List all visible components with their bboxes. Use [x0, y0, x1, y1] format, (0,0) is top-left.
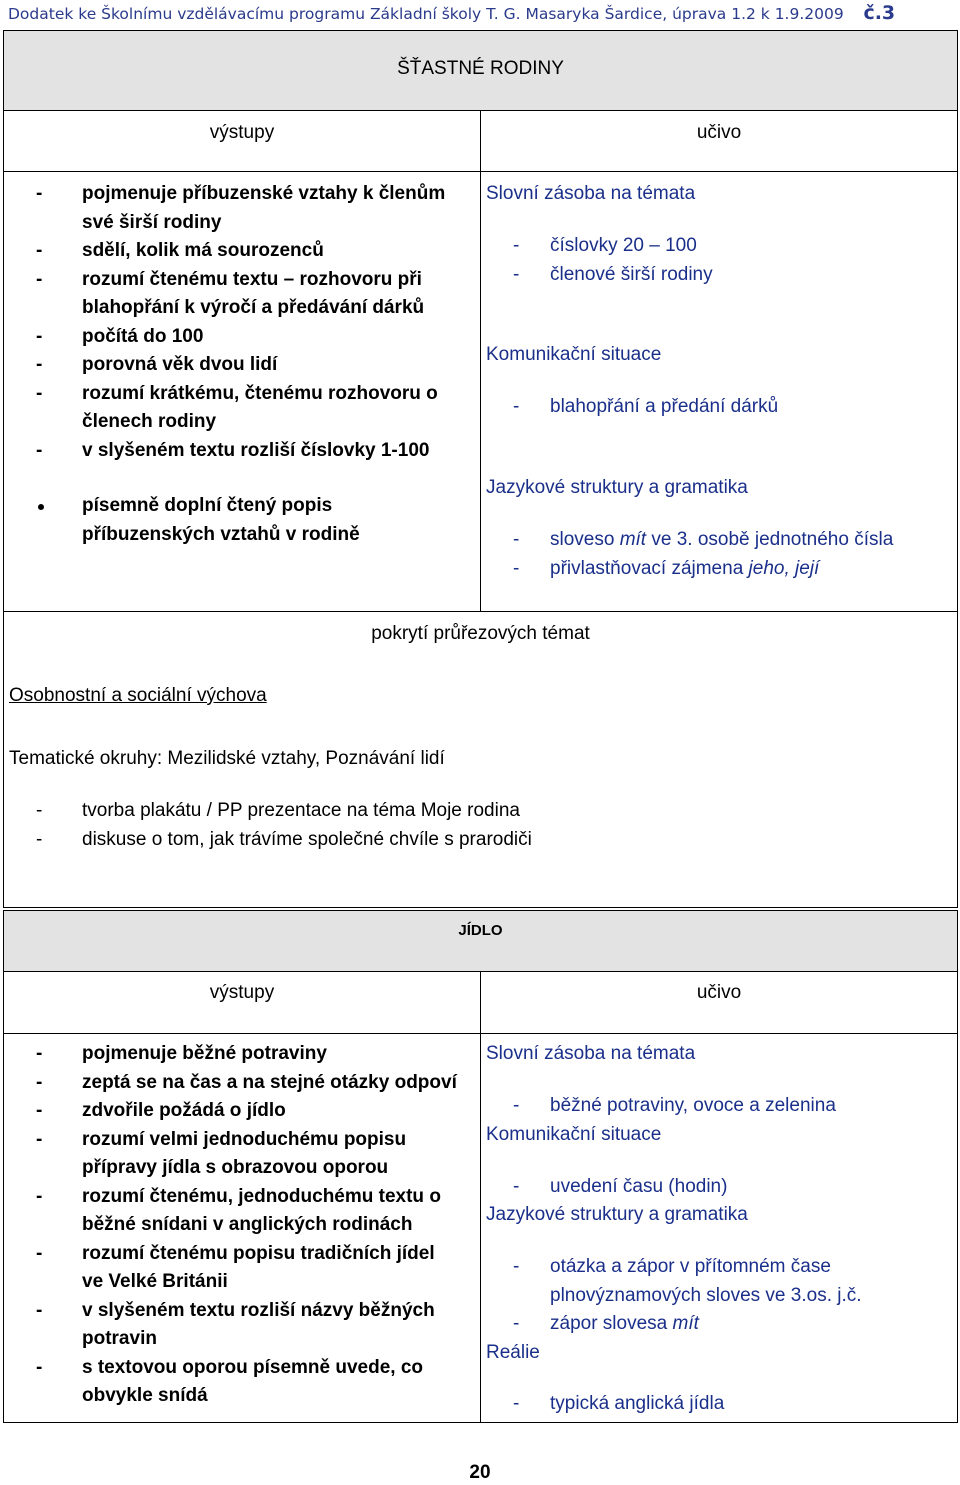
list-item: - sloveso mít ve 3. osobě jednotného čísla — [513, 529, 894, 550]
heading-jazykove-struktury: Jazykové struktury a gramatika — [486, 1204, 748, 1225]
list-item: - diskuse o tom, jak trávíme společné chvíle s prarodiči — [36, 828, 532, 850]
page-number: 20 — [469, 1462, 491, 1483]
list-item: - porovná věk dvou lidí — [36, 354, 278, 375]
list-item: - číslovky 20 – 100 — [513, 235, 697, 256]
list-item: - zápor slovesa mít — [513, 1313, 699, 1334]
list-item: - s textovou oporou písemně uvede, co obvykle snídá — [36, 1356, 424, 1406]
list-item: - zeptá se na čas a na stejné otázky odpoví — [36, 1071, 457, 1093]
section1-title-cell — [3, 30, 958, 111]
list-item: - rozumí čtenému, jednoduchému textu o běžné snídani v anglických rodinách — [36, 1185, 441, 1235]
list-item: - typická anglická jídla — [513, 1393, 725, 1414]
document-header — [8, 2, 895, 24]
list-item: - pojmenuje příbuzenské vztahy k členům své širší rodiny — [36, 183, 446, 233]
list-item: - přivlastňovací zájmena jeho, její — [513, 557, 820, 579]
section1-bullet-list — [4, 492, 360, 549]
heading-realie: Reálie — [486, 1342, 540, 1363]
col-vystupy: výstupy — [209, 982, 275, 1003]
cross-curricular-list — [4, 797, 532, 854]
section2-grammar-list — [481, 1253, 862, 1339]
section1-curriculum-cell — [480, 171, 958, 612]
heading-jazykove-struktury: Jazykové struktury a gramatika — [486, 477, 748, 498]
list-item: - počítá do 100 — [36, 325, 204, 347]
section2-col-left-header — [3, 971, 481, 1034]
section2-title: JÍDLO — [458, 922, 503, 939]
cross-curricular-topics: Tematické okruhy: Mezilidské vztahy, Poznávání lidí — [9, 748, 445, 769]
cross-curricular-cell — [3, 611, 958, 908]
col-vystupy: výstupy — [209, 122, 275, 143]
section2-vocab-list — [481, 1092, 836, 1121]
list-item: - rozumí krátkému, čtenému rozhovoru o členech rodiny — [36, 382, 438, 432]
section2-realia-list — [481, 1390, 724, 1419]
section2-col-right-header — [480, 971, 958, 1034]
cross-curricular-heading: Osobnostní a sociální výchova — [9, 685, 267, 706]
list-item: - běžné potraviny, ovoce a zelenina — [513, 1095, 836, 1116]
list-item: - pojmenuje běžné potraviny — [36, 1043, 327, 1064]
list-item: - sdělí, kolik má sourozenců — [36, 240, 324, 261]
list-item: - uvedení času (hodin) — [513, 1176, 728, 1197]
section1-col-left-header — [3, 110, 481, 172]
heading-slovni-zasoba: Slovní zásoba na témata — [486, 183, 696, 204]
bullet-icon — [38, 504, 44, 510]
section2-outputs-list — [4, 1040, 457, 1411]
header-text: Dodatek ke Školnímu vzdělávacímu programu Základní školy T. G. Masaryka Šardice, úprava 1.2 k 1.9.2009 — [8, 5, 844, 23]
col-ucivo: učivo — [696, 122, 742, 143]
list-item: - rozumí čtenému textu – rozhovoru při blahopřání k výročí a předávání dárků — [36, 268, 425, 318]
list-item: - rozumí velmi jednoduchému popisu přípravy jídla s obrazovou oporou — [36, 1128, 407, 1178]
list-item: - zdvořile požádá o jídlo — [36, 1100, 286, 1121]
list-item: - otázka a zápor v přítomném čase plnovýznamových sloves ve 3.os. j.č. — [513, 1256, 862, 1306]
section1-outputs-list — [4, 180, 445, 465]
section2-communication-list — [481, 1173, 727, 1202]
section1-grammar-list — [481, 526, 893, 583]
list-item: - členové širší rodiny — [513, 263, 713, 285]
list-item: - blahopřání a předání dárků — [513, 396, 779, 417]
section2-curriculum-cell — [480, 1033, 958, 1423]
heading-komunikacni-situace: Komunikační situace — [486, 1124, 662, 1145]
col-ucivo: učivo — [696, 982, 742, 1003]
section1-communication-list — [481, 393, 778, 422]
section2-title-cell — [3, 910, 958, 972]
cross-curricular-title: pokrytí průřezových témat — [371, 623, 590, 644]
section1-outputs-cell — [3, 171, 481, 612]
list-item: - tvorba plakátu / PP prezentace na téma Moje rodina — [36, 800, 520, 821]
list-item: - v slyšeném textu rozliší názvy běžných potravin — [36, 1299, 435, 1349]
list-item: písemně doplní čtený popis příbuzenských vztahů v rodině — [4, 492, 360, 549]
heading-komunikacni-situace: Komunikační situace — [486, 344, 662, 365]
section1-col-right-header — [480, 110, 958, 172]
section1-title: ŠŤASTNÉ RODINY — [397, 58, 564, 79]
section2-outputs-cell — [3, 1033, 481, 1423]
header-number: č.3 — [863, 2, 896, 24]
list-item: - rozumí čtenému popisu tradičních jídel ve Velké Británii — [36, 1242, 435, 1292]
list-item: - v slyšeném textu rozliší číslovky 1-100 — [36, 439, 430, 461]
heading-slovni-zasoba: Slovní zásoba na témata — [486, 1043, 696, 1064]
section1-vocab-list — [481, 232, 713, 289]
